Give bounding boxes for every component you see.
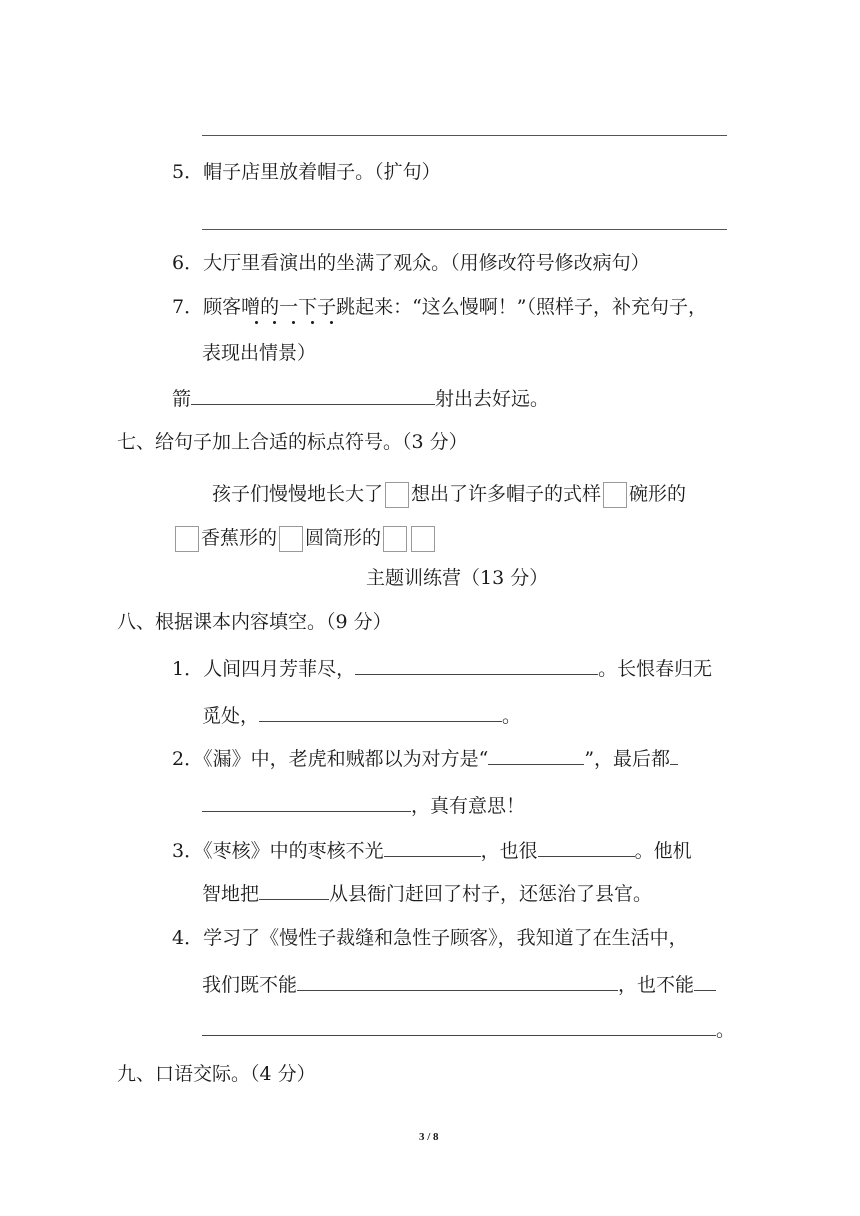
item-3-line1 <box>172 838 692 863</box>
item-1-text: 。长恨春归无 <box>598 658 713 680</box>
item-1-line2 <box>202 703 521 728</box>
sentence-part: 碗形的 <box>629 483 687 505</box>
punctuation-box[interactable] <box>385 482 409 508</box>
section-8-heading: 八、根据课本内容填空。（9 分） <box>117 611 392 633</box>
item-3-text: 3．《枣核》中的枣核不光 <box>172 840 384 862</box>
fill-blank[interactable] <box>694 972 716 991</box>
fill-blank[interactable] <box>384 838 481 857</box>
section-7-heading: 七、给句子加上合适的标点符号。（3 分） <box>117 431 468 453</box>
sentence-part: 想出了许多帽子的式样 <box>411 483 602 505</box>
camp-title: 主题训练营（13 分） <box>366 567 549 589</box>
question-5-text: 5．帽子店里放着帽子。 <box>172 161 375 183</box>
question-5-hint: （扩句） <box>374 161 441 183</box>
fill-blank[interactable] <box>259 703 502 722</box>
fill-blank[interactable] <box>202 1017 716 1036</box>
item-4-line1: 4．学习了《慢性子裁缝和急性子顾客》，我知道了在生活中， <box>172 927 688 949</box>
punctuation-box[interactable] <box>411 526 435 552</box>
punctuation-box[interactable] <box>383 526 407 552</box>
item-2-text: ”，最后都 <box>584 748 671 770</box>
question-5 <box>172 160 441 184</box>
question-7-line2: 表现出情景） <box>202 342 317 364</box>
punctuation-box[interactable] <box>603 482 627 508</box>
item-2-text: ，真有意思！ <box>411 795 526 817</box>
fill-blank[interactable] <box>488 746 584 765</box>
question-7-answer <box>172 386 549 411</box>
emphasis-dot <box>311 321 314 324</box>
item-2-line2 <box>202 793 525 818</box>
item-1-line1 <box>172 656 712 681</box>
answer-prefix: 箭 <box>172 388 192 410</box>
punctuation-line-2 <box>173 526 437 552</box>
punctuation-line-1 <box>212 482 686 508</box>
question-6-hint: （用修改符号修改病句） <box>450 252 650 274</box>
fill-blank[interactable] <box>297 972 618 991</box>
page-number: 3 / 8 <box>419 1131 439 1143</box>
answer-suffix: 射出去好远。 <box>435 388 550 410</box>
item-4-text: ，也不能 <box>618 974 695 996</box>
answer-line-q5 <box>202 229 727 230</box>
item-1-text: 。 <box>502 705 522 727</box>
emphasis-dot <box>255 321 258 324</box>
fill-blank[interactable] <box>259 881 329 900</box>
question-6-text: 6．大厅里看演出的坐满了观众。 <box>172 252 451 274</box>
punctuation-box[interactable] <box>279 526 303 552</box>
item-2-line1 <box>172 746 678 771</box>
item-1-text: 1．人间四月芳菲尽， <box>172 658 356 680</box>
fill-blank[interactable] <box>355 656 598 675</box>
item-3-line2 <box>202 881 652 906</box>
sentence-part: 孩子们慢慢地长大了 <box>212 483 384 505</box>
answer-line-top <box>202 135 727 136</box>
emphasis-dot <box>292 321 295 324</box>
item-3-text: 智地把 <box>202 883 260 905</box>
item-3-text: ，也很 <box>480 840 538 862</box>
fill-blank[interactable] <box>202 793 411 812</box>
item-3-text: 从县衙门赶回了村子，还惩治了县官。 <box>329 883 653 905</box>
punctuation-box[interactable] <box>175 526 199 552</box>
item-4-text: 。 <box>716 1019 736 1041</box>
item-4-line3 <box>202 1017 735 1042</box>
question-6 <box>172 251 650 275</box>
fill-blank[interactable] <box>191 386 435 405</box>
item-2-text: 2．《漏》中，老虎和贼都以为对方是“ <box>172 748 489 770</box>
item-3-text: 。他机 <box>634 840 692 862</box>
emphasis-dot <box>273 321 276 324</box>
item-4-line2 <box>202 972 716 997</box>
question-7-line1: 7．顾客噌的一下子跳起来：“这么慢啊！”（照样子，补充句子， <box>172 296 708 318</box>
sentence-part: 圆筒形的 <box>305 527 382 549</box>
sentence-part: 香蕉形的 <box>201 527 278 549</box>
fill-blank[interactable] <box>538 838 635 857</box>
item-4-text: 我们既不能 <box>202 974 298 996</box>
fill-blank[interactable] <box>670 746 678 765</box>
section-9-heading: 九、口语交际。（4 分） <box>117 1063 316 1085</box>
item-1-text: 觅处， <box>202 705 260 727</box>
emphasis-dot <box>330 321 333 324</box>
